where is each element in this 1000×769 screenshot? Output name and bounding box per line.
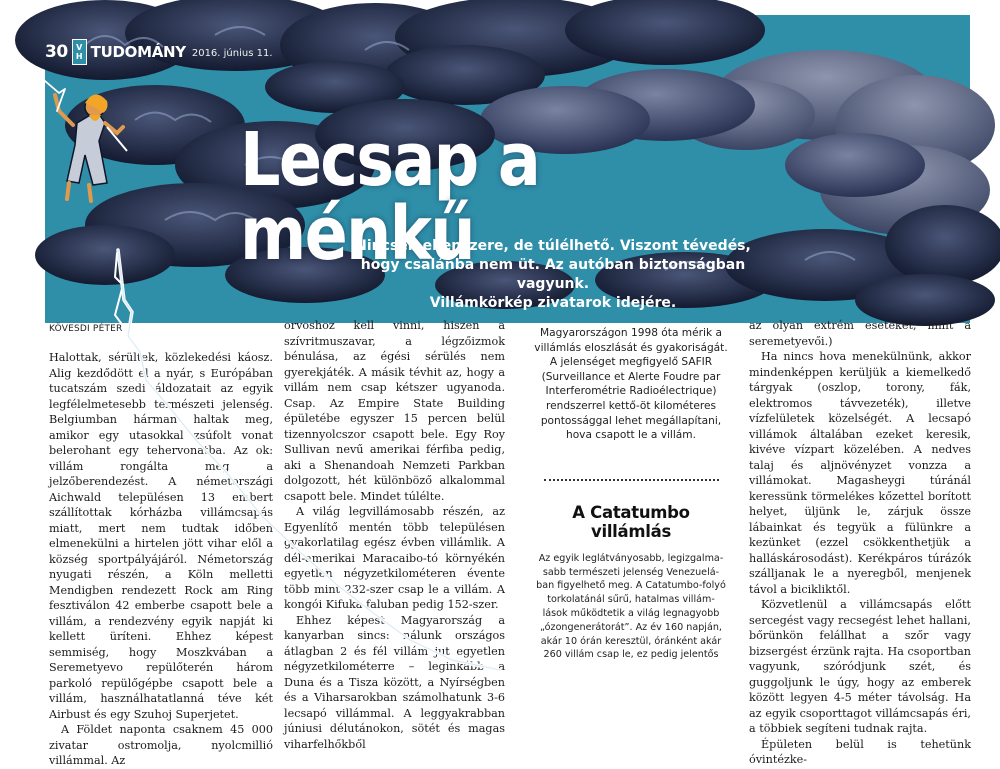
paragraph: Ehhez képest Magyarország a kanyarban sincs: nálunk országos átlagban 2 és fél villám jut egyetlen négyzetkilométerre – leginkább a Duna és a Tisza között, a Nyírségben és a Viharsarokban számolhatunk 3-6 lecsapó villámmal. A leggyakrabban júniusi délutánokon, sötét és magas viharfelhőkből [284,613,505,751]
sidebar-box [530,326,732,662]
sidebar-line: lások működtetik a világ legnagyobb [542,607,720,619]
lead-line: Nincsen ellenszere, de túlélhető. Viszont tévedés, [355,238,751,254]
paragraph: Ha nincs hova menekülnünk, akkor mindenképpen kerüljük a kiemelkedő tárgyak (oszlop, torony, fák, elektromos távvezeték), illetve vízfelületek közelségét. A lecsapó villámok általában ezeket keresik, kivéve vízpart közelében. A nedves talaj és aljnövényzet vonzza a villámokat. Magasheygi túránál keressünk törmelékes kőzettel borított helyet, üljünk le, zárjuk össze lábainkat és tegyük a fülünkre a kezünket (ezzel csökkenthetjük a halláskárosodást). Kerékpáros túrázók szálljanak le a nyeregből, menjenek távol a bicikliktől. [749,350,971,596]
paragraph: Halottak, sérültek, közlekedési káosz. Alig kezdődött el a nyár, s Európában tucatszám szedi áldozatait az egyik legfélelmetesebb természeti jelenség. Belgiumban hárman haltak meg, amikor egy utasokkal zsúfolt vonat belerohant egy tehervonatba. Az ok: villám rongálta meg a jelzőberendezést. A németországi Aichwald településen 13 embert szállítottak kórházba villámcsapás miatt, mert nem tudtak időben elmenekülni a hirtelen jött vihar elől a község sportpályájáról. Németország nyugati részén, a Köln melletti Mendigben rendezett Rock am Ring fesztiválon 42 emberbe csapott bele a villám, a rendezvény egyik napját ki kellett üríteni. Ehhez képest semmiség, hogy Moszkvában a Seremetyevo repülőterén három parkoló repülőgépbe csapott bele a villám, használhatatlanná téve két Airbust és egy Szuhoj Superjetet. [49,351,273,721]
sidebar-line: „ózongenerátorát”. Az év 160 napján, [540,621,722,633]
paragraph: A Földet naponta csaknem 45 000 zivatar ostromolja, nyolcmillió villámmal. Az [49,723,273,767]
paragraph: orvoshoz kell vinni, hiszen a szívritmuszavar, a légzőizmok bénulása, az égési sérülés nem gyerekjáték. A másik tévhit az, hogy a villám nem csap kétszer ugyanoda. Csap. Az Empire State Building épületébe egyszer 15 percen belül tizennyolcszor csapott bele. Egy Roy Sullivan nevű amerikai férfiba pedig, aki a Shenandoah Nemzeti Parkban dolgozott, hét különböző alkalommal csapott bele. Mindet túlélte. [284,319,505,503]
paragraph: az olyan extrém eseteket, mint a seremetyevői.) [749,319,971,348]
byline: KÖVESDI PÉTER [49,324,123,334]
dotted-divider [544,479,719,481]
lead-line: Villámkörkép zivatarok idejére. [429,295,677,311]
sidebar-line: torkolatánál sűrű, hatalmas villám- [547,594,715,606]
sidebar-line: ban figyelhető meg. A Catatumbo-folyó [536,580,726,592]
sidebar-line: Az egyik leglátványosabb, legizgalma- [538,552,724,564]
paragraph: Közvetlenül a villámcsapás előtt sercegést vagy recsegést lehet hallani, bőrünkön felállhat a szőr vagy bizsergést érzünk rajta. Ha csoportban vagyunk, szóródjunk szét, és guggoljunk le úgy, hogy az emberek között legyen 4-5 méter távolság. Ha az egyik csoporttagot villámcsapás éri, a többiek segíteni tudnak rajta. [749,598,971,735]
paragraph: Épületen belül is tehetünk óvintézke- [749,737,971,766]
section-name: TUDOMÁNY [90,43,186,61]
sidebar-title: A Catatumbo villámlás [572,502,690,541]
banner-illustration [45,15,970,323]
text-column-2 [284,318,505,752]
lead-line: hogy csalánba nem üt. Az autóban biztonságban vagyunk. [360,257,746,292]
article-headline: Lecsap a ménkű [240,117,540,277]
page-header [45,37,273,67]
sidebar-line: akár 10 órán keresztül, óránként akár [540,635,722,647]
text-column-1 [49,350,273,769]
issue-date: 2016. június 11. [191,48,273,59]
text-column-4 [749,318,971,768]
article-lead [333,237,773,313]
sidebar-line: sabb természeti jelenség Venezuelá- [542,566,720,578]
sidebar-body [530,552,732,662]
sidebar-line: 260 villám csap le, ez pedig jelentős [543,649,719,661]
publication-logo: V H [72,39,87,65]
paragraph: A világ legvillámosabb részén, az Egyenlítő mentén több településen gyakorlatilag egész évben villámlik. A dél-amerikai Maracaibo-tó környékén egyetlen négyzetkilométeren évente több mint 232-szer csap le a villám. A kongói Kifuka faluban pedig 152-szer. [284,505,505,611]
page-number: 30 [45,42,68,62]
sidebar-intro: Magyarországon 1998 óta mérik a villámlás eloszlását és gyakoriságát. A jelenséget megfigyelő SAFIR (Surveillance et Alerte Foudre par Interferométrie Radioélectrique) rendszerrel kettő-öt kilométeres pontossággal lehet megállapítani, hova csapott le a villám. [534,327,728,442]
